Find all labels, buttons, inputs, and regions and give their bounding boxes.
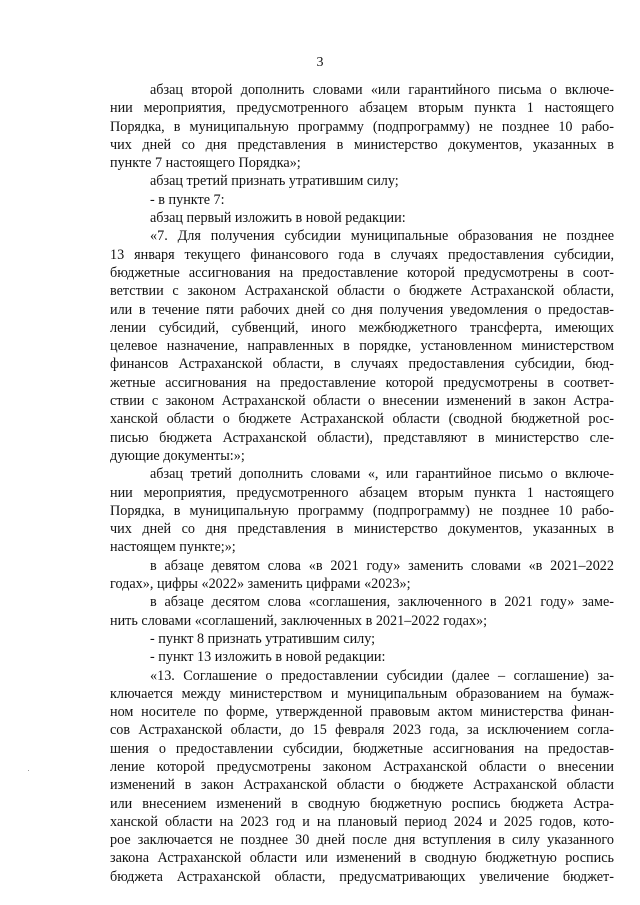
text-line: ном носителе по форме, утвержденной правовым актом министерства финан- (110, 704, 614, 721)
text-line: годах», цифры «2022» заменить цифрами «2023»; (110, 576, 411, 593)
text-line: закона Астраханской области или изменений в сводную бюджетную роспись (110, 850, 614, 867)
text-line: рое заключается не позднее 30 дней после дня вступления в силу указанного (110, 832, 614, 849)
text-line: дующие документы:»; (110, 447, 245, 464)
text-line: изменений в закон Астраханской области о бюджете Астраханской области (110, 777, 614, 794)
text-line: финансов Астраханской области, в случаях предоставления субсидии, бюд- (110, 356, 614, 373)
text-line: или внесением изменений в сводную бюджетную роспись бюджета Астра- (110, 795, 614, 812)
text-line: ствии с законом Астраханской области о внесении изменений в закон Астра- (110, 393, 614, 410)
text-line: бюджета Астраханской области, предусматривающих увеличение бюджет- (110, 868, 614, 885)
text-line: нии мероприятия, предусмотренного абзацем вторым пункта 1 настоящего (110, 484, 614, 501)
text-line: нии мероприятия, предусмотренного абзацем вторым пункта 1 настоящего (110, 100, 614, 117)
text-line: чих дней со дня представления в министерство документов, указанных в (110, 521, 614, 538)
text-line: - пункт 13 изложить в новой редакции: (150, 649, 386, 666)
text-line: ханской области на 2023 год и на плановый период 2024 и 2025 годов, кото- (110, 813, 614, 830)
text-line: абзац третий признать утратившим силу; (150, 173, 399, 190)
text-line: бюджетные ассигнования на предоставление которой предусмотрены в соот- (110, 264, 614, 281)
text-line: абзац второй дополнить словами «или гарантийного письма о включе- (150, 82, 614, 98)
page-number: 3 (316, 55, 324, 70)
text-line: ление которой предусмотрены законом Астраханской области о внесении (110, 758, 614, 775)
text-line: жетные ассигнования на предоставление которой предусмотрены в соответ- (110, 374, 614, 391)
text-line: писью бюджета Астраханской области), представляют в министерство сле- (110, 429, 614, 446)
text-line: ханской области о бюджете Астраханской области (сводной бюджетной рос- (110, 411, 614, 428)
text-line: «13. Соглашение о предоставлении субсидии (далее – соглашение) за- (150, 667, 614, 684)
text-line: абзац первый изложить в новой редакции: (150, 210, 406, 227)
text-line: Порядка, в муниципальную программу (подпрограмму) не позднее 10 рабо- (110, 118, 614, 135)
text-line: ветствии с законом Астраханской области о бюджете Астраханской области, (110, 283, 614, 300)
text-line: настоящем пункте;»; (110, 539, 236, 556)
text-line: лении субсидий, субвенций, иного межбюджетного трансферта, имеющих (110, 319, 614, 336)
text-line: сов Астраханской области, до 15 февраля 2023 года, за исключением согла- (110, 722, 614, 739)
margin-mark (28, 770, 29, 771)
text-line: - пункт 8 признать утратившим силу; (150, 630, 376, 647)
text-line: ключается между министерством и муниципальным образованием на бумаж- (110, 685, 614, 702)
text-line: в абзаце десятом слова «соглашения, заключенного в 2021 году» заме- (150, 594, 614, 611)
text-line: в абзаце девятом слова «в 2021 году» заменить словами «в 2021–2022 (150, 557, 614, 574)
text-line: - в пункте 7: (150, 191, 225, 208)
text-line: чих дней со дня представления в министерство документов, указанных в (110, 136, 614, 153)
text-line: 13 января текущего финансового года в случаях предоставления субсидии, (110, 246, 614, 263)
text-line: пункте 7 настоящего Порядка»; (110, 155, 301, 172)
text-line: нить словами «соглашений, заключенных в 2021–2022 годах»; (110, 612, 488, 629)
text-line: абзац третий дополнить словами «, или гарантийное письмо о включе- (150, 466, 614, 483)
text-line: целевое назначение, направленных в порядке, установленном министерством (110, 338, 614, 355)
document-body (110, 81, 614, 886)
text-line: Порядка, в муниципальную программу (подпрограмму) не позднее 10 рабо- (110, 502, 614, 519)
text-line: «7. Для получения субсидии муниципальные образования не позднее (150, 228, 614, 245)
text-line: или в течение пяти рабочих дней со дня получения уведомления о предостав- (110, 301, 614, 318)
text-line: шения о предоставлении субсидии, бюджетные ассигнования на предостав- (110, 740, 614, 757)
